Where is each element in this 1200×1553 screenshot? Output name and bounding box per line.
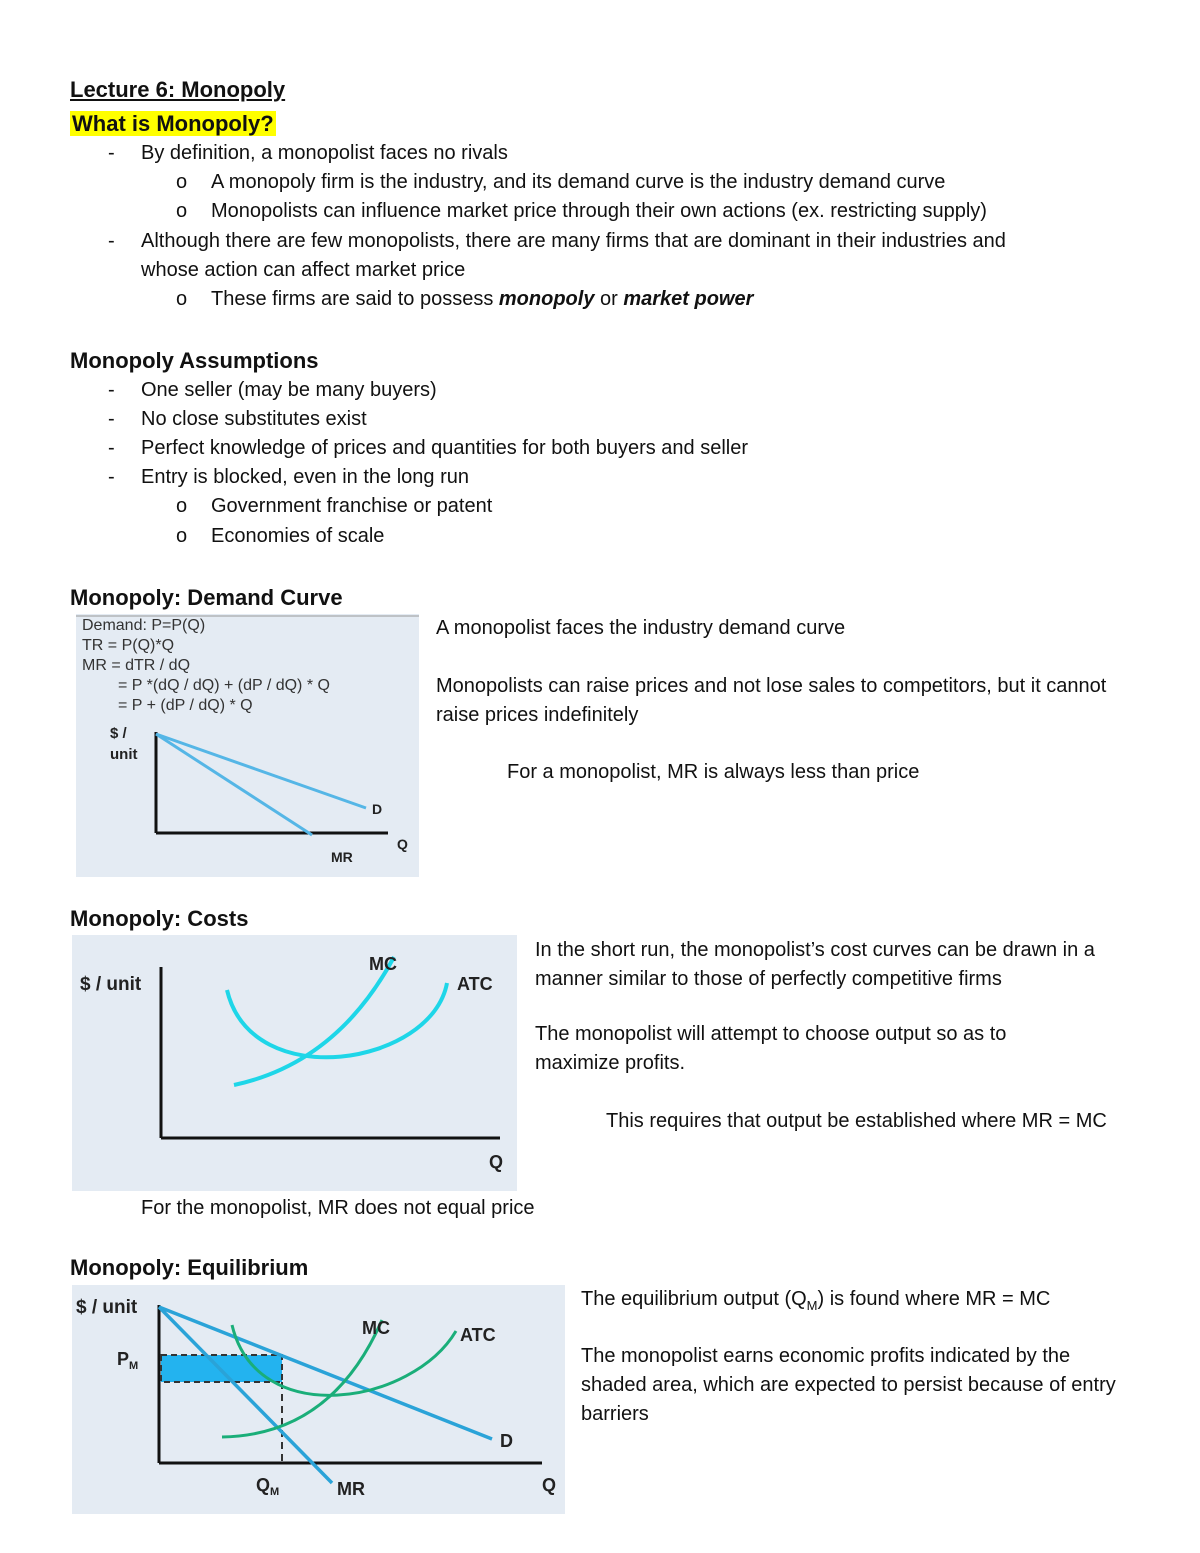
mc-curve xyxy=(234,957,394,1085)
costs-caption: For the monopolist, MR does not equal price xyxy=(141,1197,535,1219)
y-axis-label: $ / unit xyxy=(80,974,142,995)
mr-curve xyxy=(156,734,312,835)
equilibrium-paragraph-2: The monopolist earns economic profits indicated by the shaded area, which are expected to persist because of entry barriers xyxy=(581,1345,1116,1425)
q-axis-label: Q xyxy=(489,1152,504,1172)
mr-curve xyxy=(159,1307,332,1483)
section-heading-costs: Monopoly: Costs xyxy=(70,906,249,931)
section-heading-demand-curve: Monopoly: Demand Curve xyxy=(70,585,343,610)
pm-label: $P_M$ xyxy=(117,1349,139,1372)
mr-label: MR xyxy=(337,1479,365,1499)
equilibrium-figure xyxy=(72,1285,565,1514)
emphasis-monopoly: monopoly xyxy=(498,288,595,310)
section-heading-equilibrium: Monopoly: Equilibrium xyxy=(70,1255,309,1280)
formula-demand: Demand: P=P(Q) xyxy=(82,617,206,634)
atc-label: ATC xyxy=(457,974,493,994)
y-axis-label: $ / unit xyxy=(76,1297,138,1318)
formula-mr: MR = dTR / dQ xyxy=(82,657,191,674)
atc-label: ATC xyxy=(460,1325,496,1345)
demand-paragraph-1: A monopolist faces the industry demand curve xyxy=(436,617,846,639)
formula-tr: TR = P(Q)*Q xyxy=(82,637,175,654)
demand-paragraph-2: Monopolists can raise prices and not lose sales to competitors, but it cannot raise prices indefinitely xyxy=(436,675,1107,726)
demand-curve-figure xyxy=(76,614,419,877)
y-axis-label: $ / xyxy=(110,725,127,742)
mr-label: MR xyxy=(331,849,353,865)
qm-label: $Q_M$ xyxy=(256,1475,280,1498)
section-heading-what-is-monopoly: What is Monopoly? xyxy=(72,111,274,136)
demand-label: D xyxy=(500,1431,513,1451)
formula-mr-expand: = P *(dQ / dQ) + (dP / dQ) * Q xyxy=(118,677,330,694)
demand-paragraph-3: For a monopolist, MR is always less than price xyxy=(507,761,920,783)
demand-label: D xyxy=(372,801,383,817)
emphasis-market-power: market power xyxy=(623,288,754,310)
section-heading-assumptions: Monopoly Assumptions xyxy=(70,348,319,373)
atc-curve xyxy=(227,983,447,1057)
equilibrium-paragraph-1: The equilibrium output $(Q_M)$ is found where MR = MC xyxy=(581,1288,1051,1313)
costs-paragraph-1: In the short run, the monopolist’s cost curves can be drawn in a manner similar to those of perfectly competitive firms xyxy=(535,939,1095,990)
formula-mr-simplified: = P + (dP / dQ) * Q xyxy=(118,697,253,714)
list-item-continuation: whose action can affect market price xyxy=(141,259,466,281)
costs-paragraph-3: This requires that output be established where MR = MC xyxy=(606,1110,1107,1132)
mc-label: MC xyxy=(362,1318,390,1338)
costs-paragraph-2: The monopolist will attempt to choose output so as to maximize profits. xyxy=(535,1023,1007,1074)
lecture-title: Lecture 6: Monopoly xyxy=(70,77,286,102)
q-axis-label: Q xyxy=(542,1475,557,1495)
costs-figure xyxy=(72,935,517,1191)
q-axis-label: Q xyxy=(397,836,408,852)
y-axis-label: unit xyxy=(110,746,138,763)
mc-label: MC xyxy=(369,954,397,974)
demand-curve xyxy=(156,734,366,808)
